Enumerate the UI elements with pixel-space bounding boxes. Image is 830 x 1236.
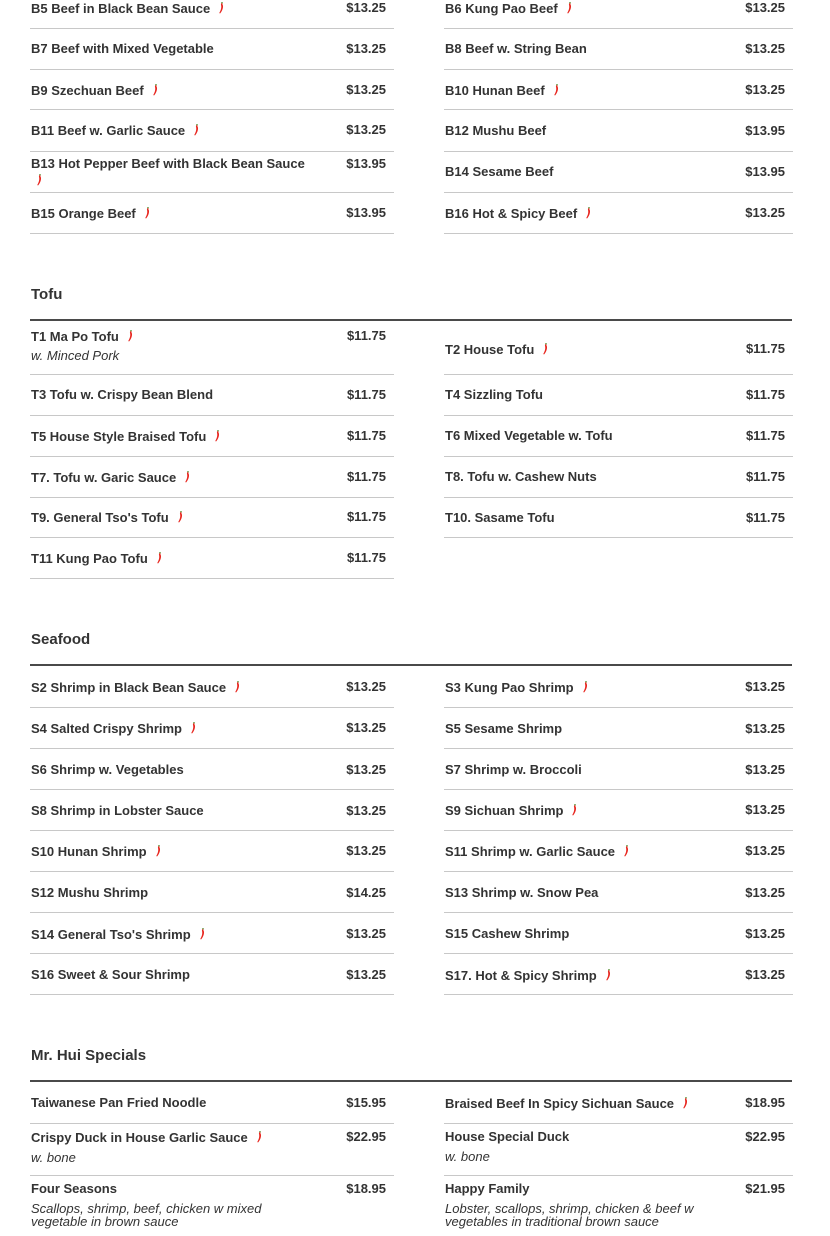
- item-name: S13 Shrimp w. Snow Pea: [445, 885, 599, 900]
- item-name: S5 Sesame Shrimp: [445, 721, 563, 736]
- item-name: S3 Kung Pao Shrimp: [445, 680, 574, 695]
- item-price: $11.75: [346, 428, 386, 443]
- pepper-icon: [623, 845, 629, 857]
- item-price: $13.95: [745, 123, 785, 138]
- item-price: $13.25: [346, 122, 386, 137]
- item-price: $11.75: [745, 387, 785, 402]
- item-name: S8 Shrimp in Lobster Sauce: [31, 803, 204, 818]
- item-name: S4 Salted Crispy Shrimp: [31, 721, 182, 736]
- item-price: $11.75: [346, 509, 386, 524]
- pepper-icon: [36, 174, 42, 186]
- item-description: w. bone: [445, 1149, 490, 1164]
- item-name: S17. Hot & Spicy Shrimp: [445, 968, 597, 983]
- menu-item-house-duck: [444, 1124, 793, 1176]
- pepper-icon: [127, 330, 133, 342]
- menu-item-b6: [444, 0, 793, 29]
- item-name: B14 Sesame Beef: [445, 164, 554, 179]
- item-price: $13.25: [346, 967, 386, 982]
- menu-item-b9: [30, 70, 394, 110]
- item-name: T8. Tofu w. Cashew Nuts: [445, 469, 597, 484]
- pepper-icon: [144, 207, 150, 219]
- pepper-icon: [256, 1131, 262, 1143]
- menu-item-b13: [30, 152, 394, 193]
- section-title-specials: Mr. Hui Specials: [31, 1047, 147, 1064]
- pepper-icon: [218, 2, 224, 14]
- item-price: $11.75: [745, 341, 785, 356]
- item-price: $13.25: [346, 843, 386, 858]
- item-name: B11 Beef w. Garlic Sauce: [31, 123, 186, 138]
- menu-item-s6: [30, 749, 394, 790]
- menu-item-s14: [30, 913, 394, 954]
- item-price: $14.25: [346, 885, 386, 900]
- item-name: T9. General Tso's Tofu: [31, 510, 169, 525]
- item-price: $13.25: [346, 803, 386, 818]
- menu-item-t11: [30, 538, 394, 579]
- item-price: $18.95: [745, 1095, 785, 1110]
- pepper-icon: [582, 681, 588, 693]
- item-name: S10 Hunan Shrimp: [31, 844, 147, 859]
- section-title-seafood: Seafood: [31, 631, 91, 648]
- menu-item-happy-family: [444, 1176, 793, 1236]
- pepper-icon: [199, 928, 205, 940]
- pepper-icon: [566, 2, 572, 14]
- item-description: Scallops, shrimp, beef, chicken w mixed vegetable in brown sauce: [31, 1201, 262, 1229]
- item-name: T11 Kung Pao Tofu: [31, 551, 148, 566]
- item-name: T7. Tofu w. Garic Sauce: [31, 470, 177, 485]
- item-price: $13.25: [745, 762, 785, 777]
- menu-item-pan-fried-noodle: [30, 1082, 394, 1124]
- menu-item-s8: [30, 790, 394, 831]
- menu-item-b7: [30, 29, 394, 70]
- menu-item-b14: [444, 152, 793, 193]
- item-price: $13.25: [346, 41, 386, 56]
- item-name: S9 Sichuan Shrimp: [445, 803, 564, 818]
- item-price: $13.25: [745, 205, 785, 220]
- menu-item-s2: [30, 666, 394, 708]
- item-name: T5 House Style Braised Tofu: [31, 429, 207, 444]
- item-price: $11.75: [346, 550, 386, 565]
- item-price: $13.25: [346, 82, 386, 97]
- item-price: $13.25: [346, 926, 386, 941]
- menu-item-s7: [444, 749, 793, 790]
- item-name: T2 House Tofu: [445, 342, 535, 357]
- item-name: B12 Mushu Beef: [445, 123, 547, 138]
- item-price: $13.25: [745, 843, 785, 858]
- item-price: $13.25: [346, 0, 386, 15]
- menu-item-braised-beef: [444, 1082, 793, 1124]
- item-name: House Special Duck: [445, 1129, 570, 1144]
- item-name: T6 Mixed Vegetable w. Tofu: [445, 428, 613, 443]
- menu-item-b5: [30, 0, 394, 29]
- item-price: $13.25: [346, 679, 386, 694]
- menu-item-t8: [444, 457, 793, 498]
- item-name: T3 Tofu w. Crispy Bean Blend: [31, 387, 214, 402]
- pepper-icon: [542, 343, 548, 355]
- menu-item-s16: [30, 954, 394, 995]
- item-name: T10. Sasame Tofu: [445, 510, 555, 525]
- item-price: $13.25: [745, 679, 785, 694]
- item-price: $11.75: [346, 328, 386, 343]
- item-price: $15.95: [346, 1095, 386, 1110]
- item-price: $22.95: [745, 1129, 785, 1144]
- item-name: Crispy Duck in House Garlic Sauce: [31, 1130, 248, 1145]
- item-price: $18.95: [346, 1181, 386, 1196]
- menu-item-s5: [444, 708, 793, 749]
- item-name: B13 Hot Pepper Beef with Black Bean Sauce: [31, 156, 305, 171]
- item-price: $13.25: [745, 82, 785, 97]
- menu-item-t1: [30, 321, 394, 375]
- item-name: B16 Hot & Spicy Beef: [445, 206, 578, 221]
- menu-item-t3: [30, 375, 394, 416]
- item-name: T4 Sizzling Tofu: [445, 387, 543, 402]
- pepper-icon: [156, 552, 162, 564]
- item-name: Happy Family: [445, 1181, 530, 1196]
- menu-item-t4: [444, 375, 793, 416]
- menu-item-s12: [30, 872, 394, 913]
- menu-item-b12: [444, 110, 793, 152]
- item-price: $11.75: [745, 510, 785, 525]
- item-price: $13.25: [346, 720, 386, 735]
- pepper-icon: [682, 1097, 688, 1109]
- item-price: $13.25: [745, 721, 785, 736]
- item-description: w. Minced Pork: [31, 348, 120, 363]
- item-name: S2 Shrimp in Black Bean Sauce: [31, 680, 227, 695]
- menu-item-s4: [30, 708, 394, 749]
- item-name: S6 Shrimp w. Vegetables: [31, 762, 184, 777]
- item-name: T1 Ma Po Tofu: [31, 329, 119, 344]
- menu-item-b10: [444, 70, 793, 110]
- item-price: $13.25: [745, 802, 785, 817]
- item-price: $13.95: [346, 205, 386, 220]
- menu-item-t5: [30, 416, 394, 457]
- item-name: S15 Cashew Shrimp: [445, 926, 570, 941]
- menu-item-b16: [444, 193, 793, 234]
- menu-item-b15: [30, 193, 394, 234]
- pepper-icon: [585, 207, 591, 219]
- menu-item-s15: [444, 913, 793, 954]
- pepper-icon: [177, 511, 183, 523]
- menu-item-s17: [444, 954, 793, 995]
- menu-item-four-seasons: [30, 1176, 394, 1236]
- pepper-icon: [571, 804, 577, 816]
- item-description: Lobster, scallops, shrimp, chicken & beef w vegetables in traditional brown sauce: [445, 1201, 694, 1229]
- pepper-icon: [152, 84, 158, 96]
- item-price: $13.25: [745, 0, 785, 15]
- menu-item-crispy-duck: [30, 1124, 394, 1176]
- item-name: B10 Hunan Beef: [445, 83, 545, 98]
- menu-item-s3: [444, 666, 793, 708]
- pepper-icon: [234, 681, 240, 693]
- pepper-icon: [155, 845, 161, 857]
- item-name: B5 Beef in Black Bean Sauce: [31, 1, 211, 16]
- item-name: B7 Beef with Mixed Vegetable: [31, 41, 214, 56]
- item-name: Braised Beef In Spicy Sichuan Sauce: [445, 1096, 675, 1111]
- menu-item-t9: [30, 498, 394, 538]
- item-price: $21.95: [745, 1181, 785, 1196]
- section-title-tofu: Tofu: [31, 286, 63, 303]
- menu-item-s9: [444, 790, 793, 831]
- item-price: $11.75: [745, 469, 785, 484]
- menu-item-b8: [444, 29, 793, 70]
- item-name: B9 Szechuan Beef: [31, 83, 144, 98]
- menu-item-b11: [30, 110, 394, 152]
- menu-item-s13: [444, 872, 793, 913]
- item-name: Four Seasons: [31, 1181, 117, 1196]
- menu-item-t2: [444, 321, 793, 375]
- pepper-icon: [184, 471, 190, 483]
- item-price: $13.25: [346, 762, 386, 777]
- item-price: $13.25: [745, 41, 785, 56]
- item-name: S11 Shrimp w. Garlic Sauce: [445, 844, 616, 859]
- item-price: $11.75: [745, 428, 785, 443]
- item-name: S7 Shrimp w. Broccoli: [445, 762, 582, 777]
- item-price: $13.95: [745, 164, 785, 179]
- item-name: S16 Sweet & Sour Shrimp: [31, 967, 190, 982]
- item-name: S14 General Tso's Shrimp: [31, 927, 191, 942]
- item-description: w. bone: [31, 1150, 76, 1165]
- item-price: $13.95: [346, 156, 386, 171]
- menu-item-t7: [30, 457, 394, 498]
- item-name: Taiwanese Pan Fried Noodle: [31, 1095, 207, 1110]
- item-name: B8 Beef w. String Bean: [445, 41, 587, 56]
- item-price: $13.25: [745, 885, 785, 900]
- item-price: $13.25: [745, 926, 785, 941]
- item-price: $11.75: [346, 469, 386, 484]
- item-price: $22.95: [346, 1129, 386, 1144]
- item-name: B15 Orange Beef: [31, 206, 136, 221]
- menu-item-t10: [444, 498, 793, 538]
- menu-item-s11: [444, 831, 793, 872]
- pepper-icon: [605, 969, 611, 981]
- menu-item-t6: [444, 416, 793, 457]
- pepper-icon: [190, 722, 196, 734]
- item-name: B6 Kung Pao Beef: [445, 1, 558, 16]
- pepper-icon: [193, 124, 199, 136]
- menu-item-s10: [30, 831, 394, 872]
- pepper-icon: [214, 430, 220, 442]
- item-name: S12 Mushu Shrimp: [31, 885, 149, 900]
- item-price: $13.25: [745, 967, 785, 982]
- pepper-icon: [553, 84, 559, 96]
- item-price: $11.75: [346, 387, 386, 402]
